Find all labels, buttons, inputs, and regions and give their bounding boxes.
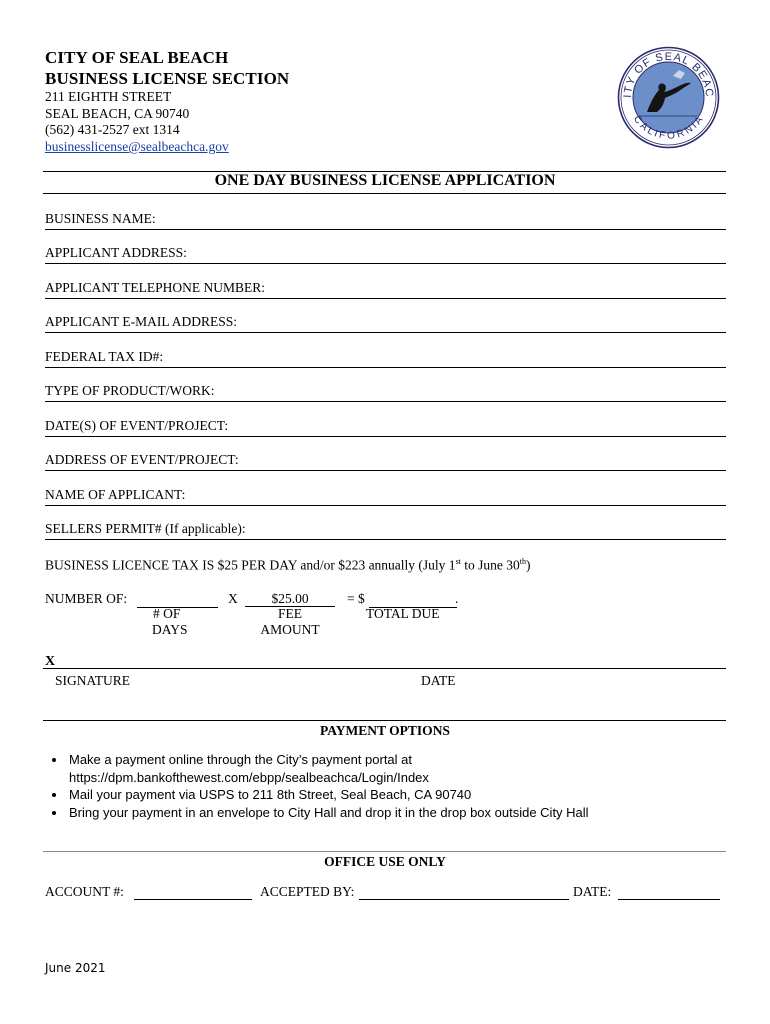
applicant-name-input[interactable] bbox=[195, 484, 726, 504]
payment-option-mail bbox=[67, 786, 589, 804]
office-top-rule bbox=[43, 851, 726, 852]
city-seal-logo bbox=[617, 46, 720, 149]
sellers-permit-label: SELLERS PERMIT# (If applicable): bbox=[45, 521, 246, 536]
payment-option-online-text: Make a payment online through the City’s payment portal at bbox=[69, 752, 413, 767]
event-dates-row bbox=[45, 414, 726, 437]
payment-option-dropbox bbox=[67, 804, 589, 822]
email-link[interactable]: businesslicense@sealbeachca.gov bbox=[45, 139, 229, 154]
payment-portal-url[interactable]: https://dpm.bankofthewest.com/ebpp/sealbeachca/Login/Index bbox=[69, 769, 429, 785]
total-period: . bbox=[455, 591, 459, 606]
applicant-address-label: APPLICANT ADDRESS: bbox=[45, 245, 187, 260]
product-work-row bbox=[45, 379, 726, 402]
equals-dollar: = $ bbox=[347, 591, 365, 606]
product-work-label: TYPE OF PRODUCT/WORK: bbox=[45, 383, 215, 398]
federal-tax-id-label: FEDERAL TAX ID#: bbox=[45, 349, 164, 364]
applicant-address-row bbox=[45, 241, 726, 264]
form-title: ONE DAY BUSINESS LICENSE APPLICATION bbox=[214, 172, 556, 189]
date-label: DATE bbox=[421, 673, 456, 688]
federal-tax-id-row bbox=[45, 345, 726, 368]
revision-date: June 2021 bbox=[45, 961, 106, 975]
office-date-line[interactable] bbox=[618, 899, 720, 900]
number-of-label: NUMBER OF: bbox=[45, 591, 128, 606]
phone-number: (562) 431-2527 ext 1314 bbox=[45, 122, 180, 137]
signature-label: SIGNATURE bbox=[55, 673, 131, 688]
event-address-row bbox=[45, 448, 726, 471]
svg-text:CITY OF SEAL BEACH: ITY OF SEAL BEAC bbox=[621, 50, 716, 99]
payment-option-dropbox-text: Bring your payment in an envelope to City Hall and drop it in the drop box outside City Hall bbox=[69, 804, 589, 820]
accepted-by-label: ACCEPTED BY: bbox=[260, 884, 355, 899]
event-address-label: ADDRESS OF EVENT/PROJECT: bbox=[45, 452, 239, 467]
tax-note-suffix: ) bbox=[526, 557, 531, 573]
signature-x-mark: X bbox=[45, 654, 56, 669]
applicant-name-row bbox=[45, 483, 726, 506]
total-due-label: TOTAL DUE bbox=[366, 606, 440, 621]
svg-text:CALIFORNIA: CALIFORNIA bbox=[630, 113, 707, 142]
office-use-title: OFFICE USE ONLY bbox=[324, 854, 446, 869]
payment-option-online bbox=[67, 751, 589, 786]
business-name-input[interactable] bbox=[165, 208, 726, 228]
days-label-line2: DAYS bbox=[152, 622, 188, 637]
applicant-name-label: NAME OF APPLICANT: bbox=[45, 487, 186, 502]
fee-label-line2: AMOUNT bbox=[260, 622, 320, 637]
event-dates-label: DATE(S) OF EVENT/PROJECT: bbox=[45, 418, 229, 433]
applicant-email-label: APPLICANT E-MAIL ADDRESS: bbox=[45, 314, 238, 329]
applicant-email-input[interactable] bbox=[250, 311, 726, 331]
days-label-line1: # OF bbox=[153, 606, 181, 621]
applicant-telephone-row bbox=[45, 276, 726, 299]
account-label: ACCOUNT #: bbox=[45, 884, 124, 899]
applicant-email-row bbox=[45, 310, 726, 333]
federal-tax-id-input[interactable] bbox=[185, 346, 726, 366]
fee-value: $25.00 bbox=[245, 591, 335, 607]
office-date-label: DATE: bbox=[573, 884, 612, 899]
payment-option-mail-text: Mail your payment via USPS to 211 8th Street, Seal Beach, CA 90740 bbox=[69, 787, 472, 802]
fee-label-line1: FEE bbox=[277, 606, 302, 621]
applicant-telephone-label: APPLICANT TELEPHONE NUMBER: bbox=[45, 280, 266, 295]
event-dates-input[interactable] bbox=[240, 415, 726, 435]
event-address-input[interactable] bbox=[250, 449, 726, 469]
sellers-permit-input[interactable] bbox=[255, 518, 726, 538]
tax-note-sup-st: st bbox=[455, 557, 461, 566]
sellers-permit-row bbox=[45, 517, 726, 540]
account-line[interactable] bbox=[134, 899, 252, 900]
section-name: BUSINESS LICENSE SECTION bbox=[45, 69, 290, 88]
city-name: CITY OF SEAL BEACH bbox=[45, 48, 229, 67]
product-work-input[interactable] bbox=[225, 380, 726, 400]
tax-note-sup-th: th bbox=[519, 557, 527, 566]
title-bottom-rule bbox=[43, 193, 726, 194]
payment-top-rule bbox=[43, 720, 726, 721]
payment-options-title: PAYMENT OPTIONS bbox=[320, 723, 450, 738]
accepted-by-line[interactable] bbox=[359, 899, 569, 900]
tax-note bbox=[45, 557, 531, 574]
tax-note-prefix: BUSINESS LICENCE TAX IS $25 PER DAY and/or $223 annually (July 1 bbox=[45, 557, 456, 573]
applicant-telephone-input[interactable] bbox=[277, 277, 726, 297]
signature-line[interactable] bbox=[43, 668, 726, 669]
tax-note-middle: to June 30 bbox=[460, 557, 520, 573]
street-address: 211 EIGHTH STREET bbox=[45, 89, 172, 104]
business-name-label: BUSINESS NAME: bbox=[45, 211, 156, 226]
applicant-address-input[interactable] bbox=[195, 242, 726, 262]
city-state-zip: SEAL BEACH, CA 90740 bbox=[45, 106, 190, 121]
payment-options-list bbox=[45, 751, 589, 821]
business-name-row bbox=[45, 207, 726, 230]
multiply-sign: X bbox=[228, 591, 238, 606]
